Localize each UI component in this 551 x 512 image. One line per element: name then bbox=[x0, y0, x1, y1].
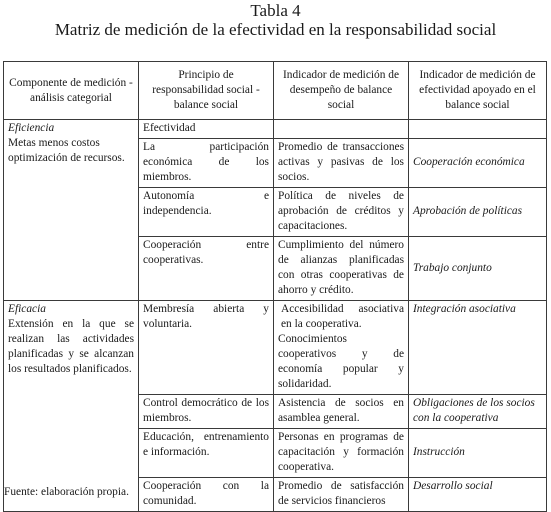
table-row bbox=[4, 301, 547, 395]
effectiveness-cell: Cooperación económica bbox=[409, 139, 547, 188]
indicator-line: Conocimientos cooperativos y de economía popular y solidaridad. bbox=[278, 333, 404, 390]
component-description: Extensión en la que se realizan las actividades planificadas y se alcanzan los resultados planificados. bbox=[8, 318, 134, 375]
header-principle: Principio de responsabilidad social - balance social bbox=[139, 62, 274, 120]
principle-cell: Control democrático de los miembros. bbox=[139, 395, 274, 429]
source-note: Fuente: elaboración propia. bbox=[4, 486, 129, 498]
effectiveness-cell: Trabajo conjunto bbox=[409, 237, 547, 301]
table-label: Tabla 4 bbox=[250, 1, 301, 20]
header-performance-indicator: Indicador de medición de desempeño de balance social bbox=[274, 62, 409, 120]
effectiveness-cell: Integración asociativa bbox=[409, 301, 547, 395]
section-empty-cell bbox=[409, 120, 547, 139]
section-empty-cell bbox=[274, 120, 409, 139]
indicator-line: Accesibilidad asociativa en la cooperativa. bbox=[281, 303, 404, 330]
principle-cell: La participación económica de los miembros. bbox=[139, 139, 274, 188]
component-cell-eficiencia bbox=[4, 120, 139, 301]
section-label: Efectividad bbox=[139, 120, 274, 139]
effectiveness-cell: Desarrollo social bbox=[409, 478, 547, 512]
section-row bbox=[4, 120, 547, 139]
principle-cell: Membresía abierta y voluntaria. bbox=[139, 301, 274, 395]
component-description: Metas menos costos optimización de recursos. bbox=[8, 137, 125, 164]
effectiveness-cell: Obligaciones de los socios con la cooperativa bbox=[409, 395, 547, 429]
header-effectiveness-indicator: Indicador de medición de efectividad apoyado en el balance social bbox=[409, 62, 547, 120]
indicator-cell: Promedio de transacciones activas y pasivas de los socios. bbox=[274, 139, 409, 188]
principle-cell: Cooperación entre cooperativas. bbox=[139, 237, 274, 301]
table-title: Matriz de medición de la efectividad en la responsabilidad social bbox=[54, 20, 497, 39]
principle-cell: Autonomía e independencia. bbox=[139, 188, 274, 237]
indicator-cell: Asistencia de socios en asamblea general. bbox=[274, 395, 409, 429]
effectiveness-cell: Aprobación de políticas bbox=[409, 188, 547, 237]
effectiveness-cell: Instrucción bbox=[409, 429, 547, 478]
principle-cell: Educación, entrenamiento e información. bbox=[139, 429, 274, 478]
indicator-cell bbox=[274, 301, 409, 395]
header-component: Componente de medición - análisis categorial bbox=[4, 62, 139, 120]
indicator-cell: Política de niveles de aprobación de créditos y capacitaciones. bbox=[274, 188, 409, 237]
principle-cell: Cooperación con la comunidad. bbox=[139, 478, 274, 512]
component-name: Eficacia bbox=[8, 303, 46, 315]
component-cell-eficacia bbox=[4, 301, 139, 512]
measurement-matrix-table bbox=[3, 61, 547, 512]
component-name: Eficiencia bbox=[8, 122, 55, 134]
header-row bbox=[4, 62, 547, 120]
indicator-cell: Personas en programas de capacitación y formación cooperativa. bbox=[274, 429, 409, 478]
indicator-cell: Promedio de satisfacción de servicios financieros bbox=[274, 478, 409, 512]
indicator-cell: Cumplimiento del número de alianzas planificadas con otras cooperativas de ahorro y crédito. bbox=[274, 237, 409, 301]
